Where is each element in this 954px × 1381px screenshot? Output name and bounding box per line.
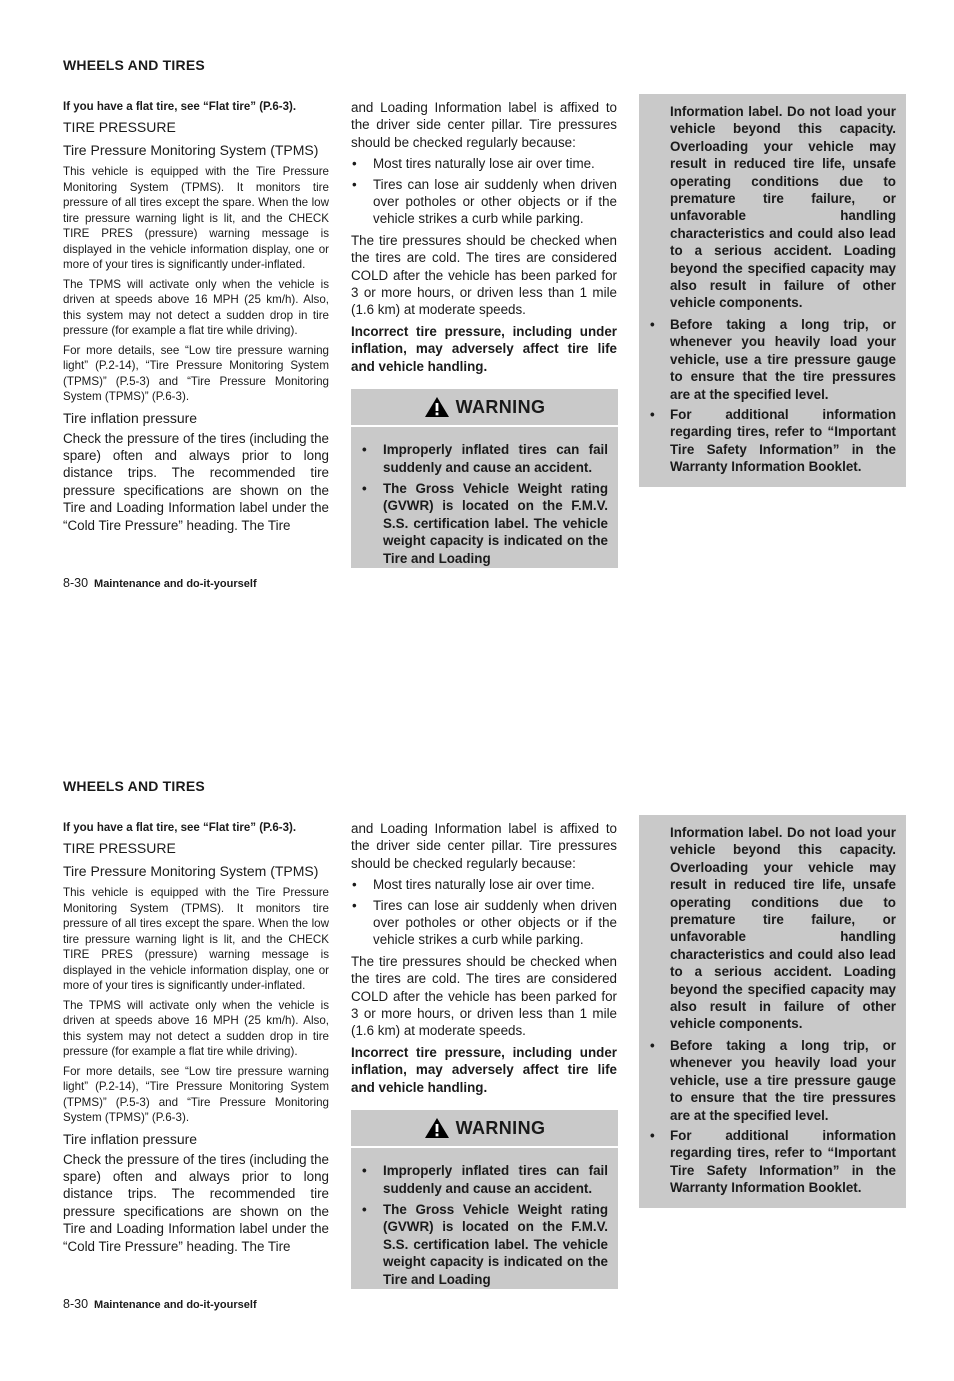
warning-continuation-list [649, 316, 896, 476]
heading-tire-inflation: Tire inflation pressure [63, 1130, 198, 1147]
column-3 [639, 815, 906, 1208]
warning-list [361, 441, 608, 567]
cold-tires-paragraph: The tire pressures should be checked when the tires are cold. The tires are considered COLD after the vehicle has been parked for 3 or more hours, or driven less than 1 mile (1.6 km) at moderate speeds. [351, 953, 617, 1039]
pressure-check-list [351, 155, 617, 228]
heading-tire-pressure: TIRE PRESSURE [63, 119, 176, 135]
list-item: • Improperly inflated tires can fail suddenly and cause an accident. [361, 441, 608, 476]
tpms-paragraph-3: For more details, see “Low tire pressure warning light” (P.2-14), “Tire Pressure Monitoring System (TPMS)” (P.5-3) and “Tire Pressure Monitoring System (TPMS)” (P.6-3). [63, 343, 329, 403]
tpms-paragraph-2: The TPMS will activate only when the vehicle is driven at speeds above 16 MPH (25 km/h). Also, this system may not detect a sudden drop in tire pressure (for example a flat tire while driving). [63, 998, 329, 1058]
footer-section: Maintenance and do-it-yourself [94, 1299, 257, 1311]
inflation-paragraph: Check the pressure of the tires (including the spare) often and always prior to long distance trips. The recommended tire pressure specifications are shown on the Tire and Loading Information label under the “Cold Tire Pressure” heading. The Tire [63, 1151, 329, 1254]
list-item: • For additional information regarding tires, refer to “Important Tire Safety Information” in the Warranty Information Booklet. [649, 1127, 896, 1197]
cold-tires-paragraph: The tire pressures should be checked when the tires are cold. The tires are considered COLD after the vehicle has been parked for 3 or more hours, or driven less than 1 mile (1.6 km) at moderate speeds. [351, 232, 617, 318]
label-paragraph: and Loading Information label is affixed to the driver side center pillar. Tire pressures should be checked regularly because: [351, 821, 617, 871]
tpms-paragraph-3: For more details, see “Low tire pressure warning light” (P.2-14), “Tire Pressure Monitoring System (TPMS)” (P.5-3) and “Tire Pressure Monitoring System (TPMS)” (P.6-3). [63, 1064, 329, 1124]
footer-section: Maintenance and do-it-yourself [94, 578, 257, 590]
heading-tire-inflation: Tire inflation pressure [63, 409, 198, 426]
column-1 [63, 99, 329, 534]
column-2 [351, 818, 617, 1289]
warning-continuation-list [649, 1037, 896, 1197]
page-footer [63, 576, 257, 590]
warning-list [361, 1162, 608, 1288]
page-number: 8-30 [63, 1297, 89, 1311]
section-title: WHEELS AND TIRES [63, 778, 205, 794]
flat-tire-note: If you have a flat tire, see “Flat tire” (P.6-3). [63, 822, 297, 834]
column-1 [63, 820, 329, 1255]
list-item: • Tires can lose air suddenly when driven over potholes or other objects or if the vehicle strikes a curb while parking. [351, 176, 617, 228]
warning-header [351, 389, 618, 427]
warning-header [351, 1110, 618, 1148]
heading-tpms: Tire Pressure Monitoring System (TPMS) [63, 863, 319, 879]
heading-tire-pressure: TIRE PRESSURE [63, 840, 176, 856]
list-item: • Before taking a long trip, or whenever you heavily load your vehicle, use a tire pressure gauge to ensure that the tire pressures are at the specified level. [649, 316, 896, 403]
heading-tpms: Tire Pressure Monitoring System (TPMS) [63, 142, 319, 158]
list-item: • Before taking a long trip, or whenever you heavily load your vehicle, use a tire pressure gauge to ensure that the tire pressures are at the specified level. [649, 1037, 896, 1124]
section-title: WHEELS AND TIRES [63, 57, 205, 73]
list-item: • The Gross Vehicle Weight rating (GVWR) is located on the F.M.V. S.S. certification label. The vehicle weight capacity is indicated on the Tire and Loading [361, 480, 608, 567]
pressure-check-list [351, 876, 617, 949]
tpms-paragraph-2: The TPMS will activate only when the vehicle is driven at speeds above 16 MPH (25 km/h). Also, this system may not detect a sudden drop in tire pressure (for example a flat tire while driving). [63, 277, 329, 337]
column-2 [351, 97, 617, 568]
page-copy-1 [0, 0, 954, 660]
list-item: • The Gross Vehicle Weight rating (GVWR) is located on the F.M.V. S.S. certification label. The vehicle weight capacity is indicated on the Tire and Loading [361, 1201, 608, 1288]
warning-continuation-panel [639, 94, 906, 487]
label-paragraph: and Loading Information label is affixed to the driver side center pillar. Tire pressures should be checked regularly because: [351, 100, 617, 150]
list-item: • Most tires naturally lose air over time. [351, 155, 617, 172]
warning-continuation-text: Information label. Do not load your vehicle beyond this capacity. Overloading your vehicle may result in reduced tire life, unsafe operating conditions due to premature tire failure, or unfavorable handling characteristics and could also lead to a serious accident. Loading beyond the specified capacity may also result in failure of other vehicle components. [670, 825, 896, 1032]
warning-triangle-icon [424, 1117, 450, 1139]
tpms-paragraph-1: This vehicle is equipped with the Tire Pressure Monitoring System (TPMS). It monitors tire pressure of all tires except the spare. When the low tire pressure warning light is lit, and the CHECK TIRE PRES (pressure) warning message is displayed in the vehicle information display, one or more of your tires is significantly under-inflated. [63, 165, 329, 271]
warning-title: WARNING [455, 1117, 546, 1138]
page-footer [63, 1297, 257, 1311]
warning-continuation-text: Information label. Do not load your vehicle beyond this capacity. Overloading your vehicle may result in reduced tire life, unsafe operating conditions due to premature tire failure, or unfavorable handling characteristics and could also lead to a serious accident. Loading beyond the specified capacity may also result in failure of other vehicle components. [670, 104, 896, 311]
warning-title: WARNING [455, 396, 546, 417]
warning-box [351, 389, 618, 568]
tpms-paragraph-1: This vehicle is equipped with the Tire Pressure Monitoring System (TPMS). It monitors tire pressure of all tires except the spare. When the low tire pressure warning light is lit, and the CHECK TIRE PRES (pressure) warning message is displayed in the vehicle information display, one or more of your tires is significantly under-inflated. [63, 886, 329, 992]
warning-body [351, 427, 618, 568]
page-number: 8-30 [63, 576, 89, 590]
list-item: • Most tires naturally lose air over time. [351, 876, 617, 893]
warning-triangle-icon [424, 396, 450, 418]
column-3 [639, 94, 906, 487]
page-copy-2 [0, 721, 954, 1381]
warning-box [351, 1110, 618, 1289]
warning-body [351, 1148, 618, 1289]
list-item: • For additional information regarding tires, refer to “Important Tire Safety Information” in the Warranty Information Booklet. [649, 406, 896, 476]
warning-continuation-panel [639, 815, 906, 1208]
inflation-paragraph: Check the pressure of the tires (including the spare) often and always prior to long distance trips. The recommended tire pressure specifications are shown on the Tire and Loading Information label under the “Cold Tire Pressure” heading. The Tire [63, 430, 329, 533]
incorrect-pressure-paragraph: Incorrect tire pressure, including under inflation, may adversely affect tire life and vehicle handling. [351, 1044, 617, 1095]
flat-tire-note: If you have a flat tire, see “Flat tire” (P.6-3). [63, 101, 297, 113]
incorrect-pressure-paragraph: Incorrect tire pressure, including under inflation, may adversely affect tire life and vehicle handling. [351, 323, 617, 374]
list-item: • Tires can lose air suddenly when driven over potholes or other objects or if the vehicle strikes a curb while parking. [351, 897, 617, 949]
list-item: • Improperly inflated tires can fail suddenly and cause an accident. [361, 1162, 608, 1197]
